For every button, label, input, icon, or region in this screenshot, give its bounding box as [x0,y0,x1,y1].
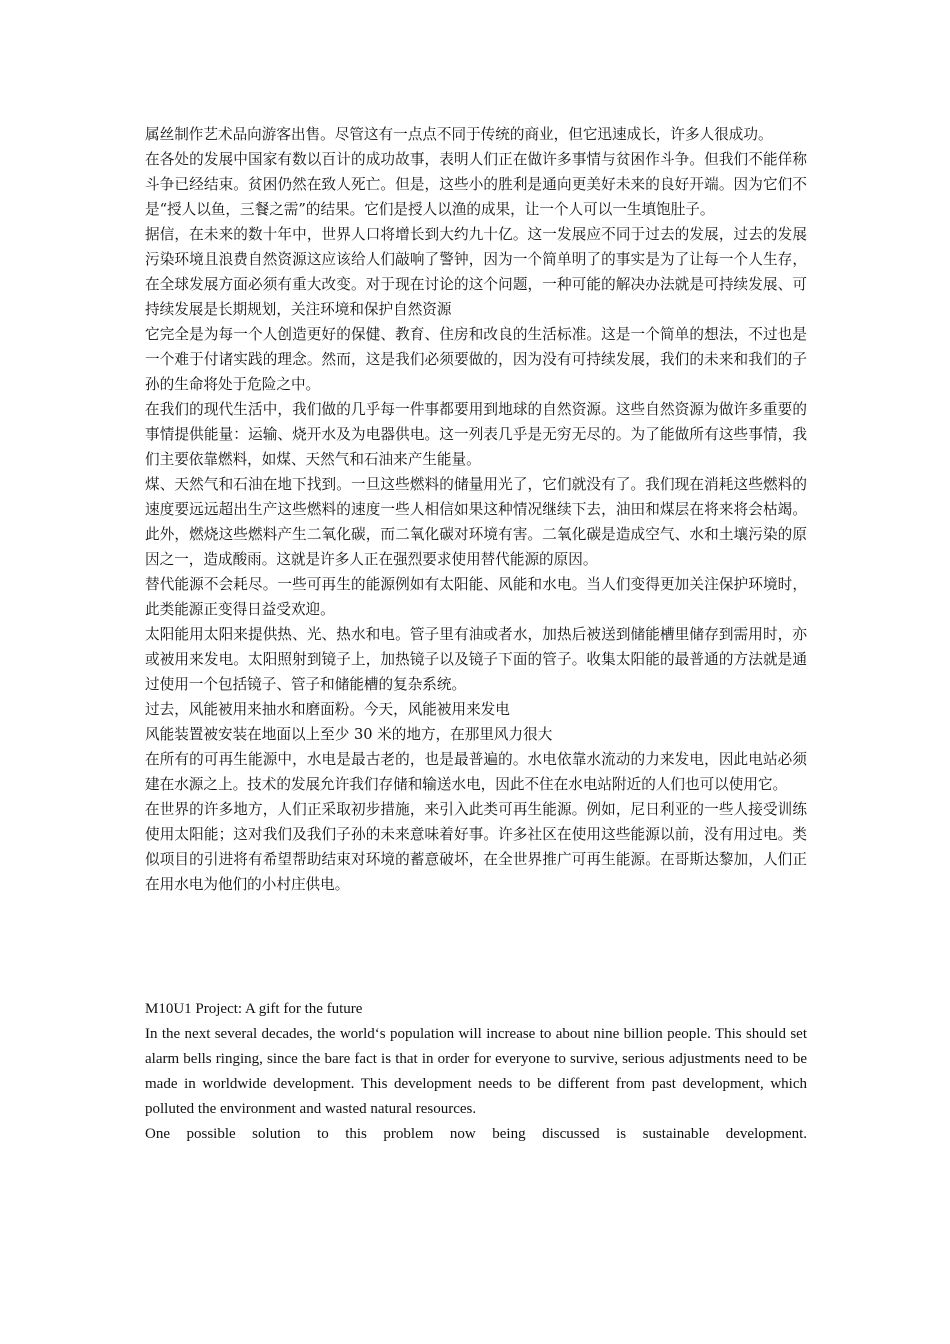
document-page [145,122,807,1147]
english-text-section [145,997,807,1147]
paragraph: In the next several decades, the world‘s population will increase to about nine billion people. This should set alarm bells ringing, since the bare fact is that in order for everyone to survive, serious adjustments need to be made in worldwide development. This development needs to be different from past development, which polluted the environment and wasted natural resources. [145,1026,807,1117]
paragraph: 过去，风能被用来抽水和磨面粉。今天，风能被用来发电 [145,701,510,718]
chinese-text-section [145,122,807,897]
paragraph: 风能装置被安装在地面以上至少 30 米的地方，在那里风力很大 [145,726,553,743]
section-spacer [145,897,807,997]
paragraph: 替代能源不会耗尽。一些可再生的能源例如有太阳能、风能和水电。当人们变得更加关注保护环境时，此类能源正变得日益受欢迎。 [145,576,807,618]
paragraph: 它完全是为每一个人创造更好的保健、教育、住房和改良的生活标准。这是一个简单的想法，不过也是一个难于付诸实践的理念。然而，这是我们必须要做的，因为没有可持续发展，我们的未来和我们的子孙的生命将处于危险之中。 [145,326,807,393]
paragraph: 在各处的发展中国家有数以百计的成功故事，表明人们正在做许多事情与贫困作斗争。但我们不能佯称斗争已经结束。贫困仍然在致人死亡。但是，这些小的胜利是通向更美好未来的良好开端。因为它们不是“授人以鱼，三餐之需”的结果。它们是授人以渔的成果，让一个人可以一生填饱肚子。 [145,151,807,218]
paragraph: 煤、天然气和石油在地下找到。一旦这些燃料的储量用光了，它们就没有了。我们现在消耗这些燃料的速度要远远超出生产这些燃料的速度一些人相信如果这种情况继续下去，油田和煤层在将来将会枯竭。此外，燃烧这些燃料产生二氧化碳，而二氧化碳对环境有害。二氧化碳是造成空气、水和土壤污染的原因之一，造成酸雨。这就是许多人正在强烈要求使用替代能源的原因。 [145,476,807,568]
paragraph: 太阳能用太阳来提供热、光、热水和电。管子里有油或者水，加热后被送到储能槽里储存到需用时，亦或被用来发电。太阳照射到镜子上，加热镜子以及镜子下面的管子。收集太阳能的最普通的方法就是通过使用一个包括镜子、管子和储能槽的复杂系统。 [145,626,807,693]
paragraph: 在我们的现代生活中，我们做的几乎每一件事都要用到地球的自然资源。这些自然资源为做许多重要的事情提供能量：运输、烧开水及为电器供电。这一列表几乎是无穷无尽的。为了能做所有这些事情，我们主要依靠燃料，如煤、天然气和石油来产生能量。 [145,401,807,468]
paragraph: One possible solution to this problem now being discussed is sustainable development. [145,1126,807,1142]
paragraph: 据信，在未来的数十年中，世界人口将增长到大约九十亿。这一发展应不同于过去的发展，过去的发展污染环境且浪费自然资源这应该给人们敲响了警钟，因为一个简单明了的事实是为了让每一个人生存，在全球发展方面必须有重大改变。对于现在讨论的这个问题，一种可能的解决办法就是可持续发展、可持续发展是长期规划，关注环境和保护自然资源 [145,226,807,318]
paragraph: 在世界的许多地方，人们正采取初步措施，来引入此类可再生能源。例如，尼日利亚的一些人接受训练使用太阳能；这对我们及我们子孙的未来意味着好事。许多社区在使用这些能源以前，没有用过电。类似项目的引进将有希望帮助结束对环境的蓄意破坏，在全世界推广可再生能源。在哥斯达黎加，人们正在用水电为他们的小村庄供电。 [145,801,807,893]
paragraph: 在所有的可再生能源中，水电是最古老的，也是最普遍的。水电依靠水流动的力来发电，因此电站必须建在水源之上。技术的发展允许我们存储和输送水电，因此不住在水电站附近的人们也可以使用它。 [145,751,807,793]
section-title: M10U1 Project: A gift for the future [145,1001,363,1017]
paragraph: 属丝制作艺术品向游客出售。尽管这有一点点不同于传统的商业，但它迅速成长，许多人很成功。 [145,126,773,143]
